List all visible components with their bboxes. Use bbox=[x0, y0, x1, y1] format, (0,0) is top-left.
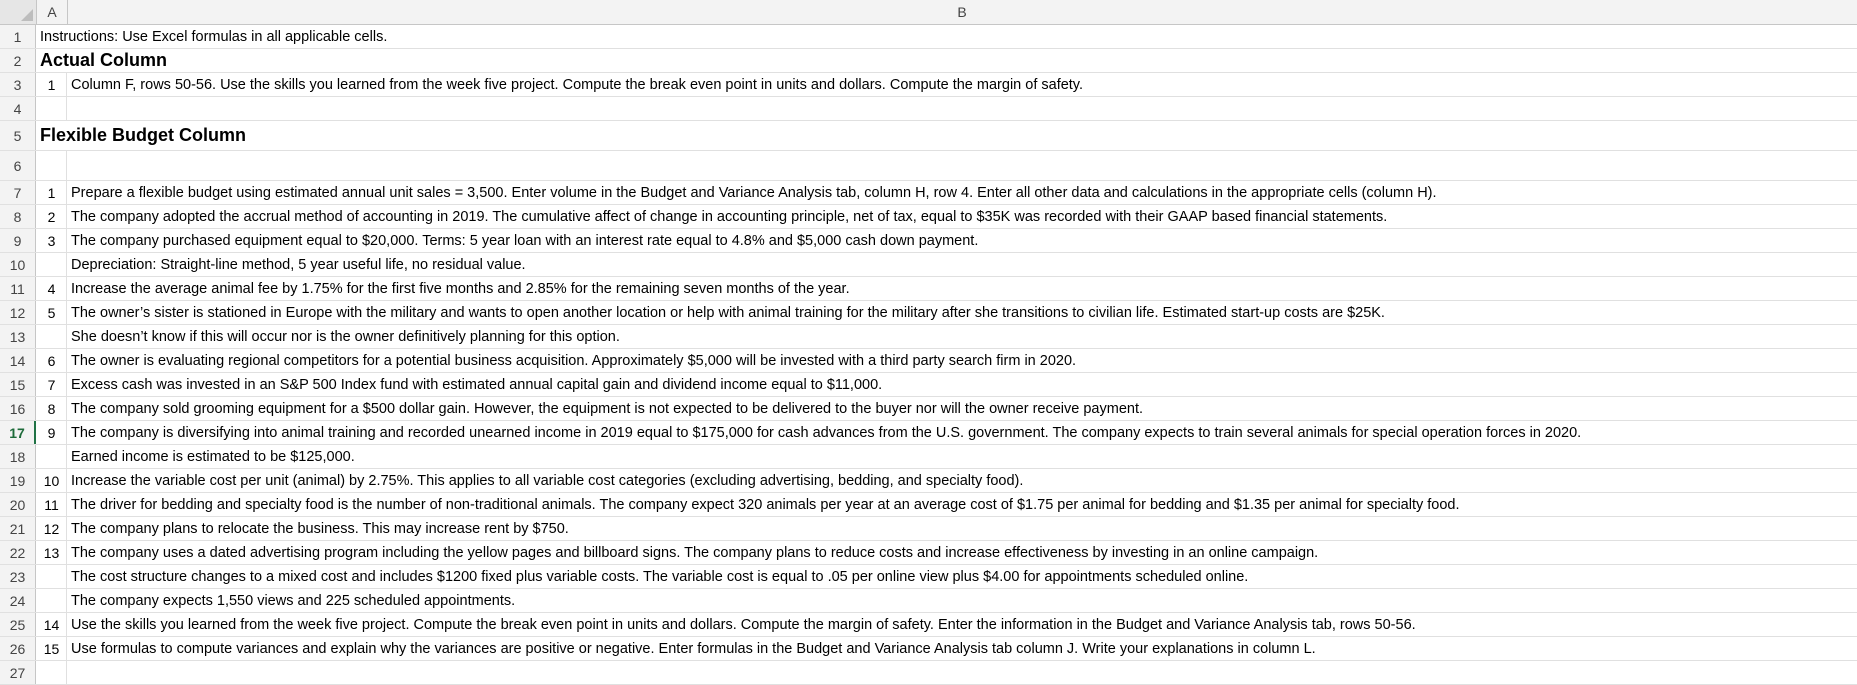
table-row bbox=[0, 49, 1857, 73]
cell-b[interactable] bbox=[68, 97, 1857, 120]
cell-b[interactable]: Increase the variable cost per unit (animal) by 2.75%. This applies to all variable cost categories (excluding advertising, bedding, and specialty food). bbox=[71, 472, 1024, 489]
row-header[interactable]: 27 bbox=[0, 661, 36, 684]
cell-b[interactable]: The company plans to relocate the business. This may increase rent by $750. bbox=[71, 520, 569, 537]
cell-b[interactable]: The company purchased equipment equal to $20,000. Terms: 5 year loan with an interest rate equal to 4.8% and $5,000 cash down payment. bbox=[71, 232, 979, 249]
table-row bbox=[0, 349, 1857, 373]
cell-b[interactable]: The company adopted the accrual method of accounting in 2019. The cumulative affect of change in accounting principle, net of tax, equal to $35K was recorded with their GAAP based financial statements. bbox=[71, 208, 1388, 225]
row-header[interactable]: 17 bbox=[0, 421, 36, 444]
row-header[interactable]: 12 bbox=[0, 301, 36, 324]
cell-a[interactable]: 12 bbox=[37, 517, 67, 540]
row-header[interactable]: 19 bbox=[0, 469, 36, 492]
cell-a[interactable]: 11 bbox=[37, 493, 67, 516]
cell-a[interactable] bbox=[37, 565, 67, 588]
row-header[interactable]: 7 bbox=[0, 181, 36, 204]
cell-a[interactable]: 8 bbox=[37, 397, 67, 420]
row-header[interactable]: 13 bbox=[0, 325, 36, 348]
cell-a[interactable] bbox=[37, 589, 67, 612]
select-all-triangle-icon[interactable] bbox=[21, 9, 33, 21]
select-all-corner[interactable] bbox=[0, 0, 37, 24]
row-header[interactable]: 3 bbox=[0, 73, 36, 96]
row-header[interactable]: 11 bbox=[0, 277, 36, 300]
section-heading-cell[interactable]: Actual Column bbox=[40, 50, 168, 70]
row-header[interactable]: 8 bbox=[0, 205, 36, 228]
table-row bbox=[0, 613, 1857, 637]
cell-a[interactable]: 9 bbox=[37, 421, 67, 444]
cell-b[interactable]: The company is diversifying into animal training and recorded unearned income in 2019 equal to $175,000 for cash advances from the U.S. government. The company expects to train several animals for special operation forces in 2020. bbox=[71, 424, 1582, 441]
column-header-a[interactable]: A bbox=[37, 0, 68, 24]
cell-grid bbox=[0, 25, 1857, 685]
table-row bbox=[0, 277, 1857, 301]
cell-a[interactable] bbox=[37, 151, 67, 180]
row-header[interactable]: 22 bbox=[0, 541, 36, 564]
column-header-bar bbox=[0, 0, 1857, 25]
row-header[interactable]: 1 bbox=[0, 25, 36, 48]
cell-b[interactable]: Excess cash was invested in an S&P 500 Index fund with estimated annual capital gain and dividend income equal to $11,000. bbox=[71, 376, 883, 393]
table-row bbox=[0, 373, 1857, 397]
cell-a[interactable] bbox=[37, 661, 67, 684]
table-row bbox=[0, 121, 1857, 151]
cell-b[interactable]: Use the skills you learned from the week five project. Compute the break even point in units and dollars. Compute the margin of safety. Enter the information in the Budget and Variance Analysis tab, rows 50-56. bbox=[71, 616, 1416, 633]
row-header[interactable]: 20 bbox=[0, 493, 36, 516]
cell-b[interactable]: Prepare a flexible budget using estimated annual unit sales = 3,500. Enter volume in the Budget and Variance Analysis tab, column H, row 4. Enter all other data and calculations in the appropriate cells (column H). bbox=[71, 184, 1437, 201]
table-row bbox=[0, 301, 1857, 325]
cell-b[interactable]: Increase the average animal fee by 1.75% for the first five months and 2.85% for the remaining seven months of the year. bbox=[71, 280, 850, 297]
cell-b[interactable]: She doesn’t know if this will occur nor is the owner definitively planning for this option. bbox=[71, 328, 620, 345]
instruction-cell[interactable]: Instructions: Use Excel formulas in all applicable cells. bbox=[40, 28, 388, 45]
table-row bbox=[0, 493, 1857, 517]
cell-b[interactable]: Depreciation: Straight-line method, 5 year useful life, no residual value. bbox=[71, 256, 526, 273]
row-header[interactable]: 21 bbox=[0, 517, 36, 540]
cell-b[interactable]: The driver for bedding and specialty food is the number of non-traditional animals. The company expect 320 animals per year at an average cost of $1.75 per animal for bedding and $1.35 per animal for specialty food. bbox=[71, 496, 1460, 513]
table-row bbox=[0, 397, 1857, 421]
cell-a[interactable]: 14 bbox=[37, 613, 67, 636]
cell-a[interactable]: 15 bbox=[37, 637, 67, 660]
cell-a[interactable]: 7 bbox=[37, 373, 67, 396]
row-header[interactable]: 9 bbox=[0, 229, 36, 252]
table-row bbox=[0, 325, 1857, 349]
cell-a[interactable] bbox=[37, 445, 67, 468]
cell-a[interactable]: 3 bbox=[37, 229, 67, 252]
cell-b[interactable]: The company expects 1,550 views and 225 scheduled appointments. bbox=[71, 592, 516, 609]
table-row bbox=[0, 565, 1857, 589]
cell-a[interactable]: 1 bbox=[37, 73, 67, 96]
table-row bbox=[0, 181, 1857, 205]
table-row bbox=[0, 73, 1857, 97]
column-header-b[interactable]: B bbox=[957, 4, 967, 20]
cell-b[interactable]: The cost structure changes to a mixed cost and includes $1200 fixed plus variable costs. The variable cost is equal to .05 per online view plus $4.00 for appointments scheduled online. bbox=[71, 568, 1249, 585]
cell-a[interactable]: 2 bbox=[37, 205, 67, 228]
row-header[interactable]: 15 bbox=[0, 373, 36, 396]
table-row bbox=[0, 421, 1857, 445]
table-row bbox=[0, 25, 1857, 49]
table-row bbox=[0, 541, 1857, 565]
cell-b[interactable]: Use formulas to compute variances and explain why the variances are positive or negative. Enter formulas in the Budget and Variance Analysis tab column J. Write your explanations in column L. bbox=[71, 640, 1316, 657]
table-row bbox=[0, 589, 1857, 613]
cell-a[interactable] bbox=[37, 253, 67, 276]
table-row bbox=[0, 97, 1857, 121]
row-header[interactable]: 18 bbox=[0, 445, 36, 468]
row-header[interactable]: 5 bbox=[0, 121, 36, 150]
cell-a[interactable] bbox=[37, 97, 67, 120]
row-header[interactable]: 10 bbox=[0, 253, 36, 276]
cell-a[interactable] bbox=[37, 325, 67, 348]
row-header[interactable]: 24 bbox=[0, 589, 36, 612]
row-header[interactable]: 16 bbox=[0, 397, 36, 420]
row-header[interactable]: 26 bbox=[0, 637, 36, 660]
cell-a[interactable]: 1 bbox=[37, 181, 67, 204]
row-header[interactable]: 23 bbox=[0, 565, 36, 588]
table-row bbox=[0, 151, 1857, 181]
section-heading-cell[interactable]: Flexible Budget Column bbox=[40, 125, 247, 145]
cell-a[interactable]: 13 bbox=[37, 541, 67, 564]
table-row bbox=[0, 661, 1857, 685]
cell-b[interactable]: The owner is evaluating regional competitors for a potential business acquisition. Approximately $5,000 will be invested with a third party search firm in 2020. bbox=[71, 352, 1077, 369]
cell-b[interactable] bbox=[68, 151, 1857, 180]
cell-b[interactable]: Column F, rows 50-56. Use the skills you learned from the week five project. Compute the break even point in units and dollars. Compute the margin of safety. bbox=[71, 76, 1084, 93]
row-header[interactable]: 25 bbox=[0, 613, 36, 636]
cell-b[interactable]: The owner’s sister is stationed in Europe with the military and wants to open another location or help with animal training for the military after she transitions to civilian life. Estimated start-up costs are $25K. bbox=[71, 304, 1385, 321]
row-header[interactable]: 4 bbox=[0, 97, 36, 120]
table-row bbox=[0, 253, 1857, 277]
table-row bbox=[0, 445, 1857, 469]
cell-b[interactable]: Earned income is estimated to be $125,000. bbox=[71, 448, 355, 465]
cell-a[interactable]: 4 bbox=[37, 277, 67, 300]
row-header[interactable]: 6 bbox=[0, 151, 36, 180]
cell-b[interactable]: The company sold grooming equipment for a $500 dollar gain. However, the equipment is not expected to be delivered to the buyer nor will the owner receive payment. bbox=[71, 400, 1144, 417]
cell-b[interactable] bbox=[68, 661, 1857, 684]
cell-a[interactable]: 5 bbox=[37, 301, 67, 324]
row-header[interactable]: 14 bbox=[0, 349, 36, 372]
cell-b[interactable]: The company uses a dated advertising program including the yellow pages and billboard signs. The company plans to reduce costs and increase effectiveness by investing in an online campaign. bbox=[71, 544, 1319, 561]
table-row bbox=[0, 229, 1857, 253]
row-header[interactable]: 2 bbox=[0, 49, 36, 72]
table-row bbox=[0, 517, 1857, 541]
table-row bbox=[0, 205, 1857, 229]
table-row bbox=[0, 637, 1857, 661]
table-row bbox=[0, 469, 1857, 493]
cell-a[interactable]: 6 bbox=[37, 349, 67, 372]
cell-a[interactable]: 10 bbox=[37, 469, 67, 492]
